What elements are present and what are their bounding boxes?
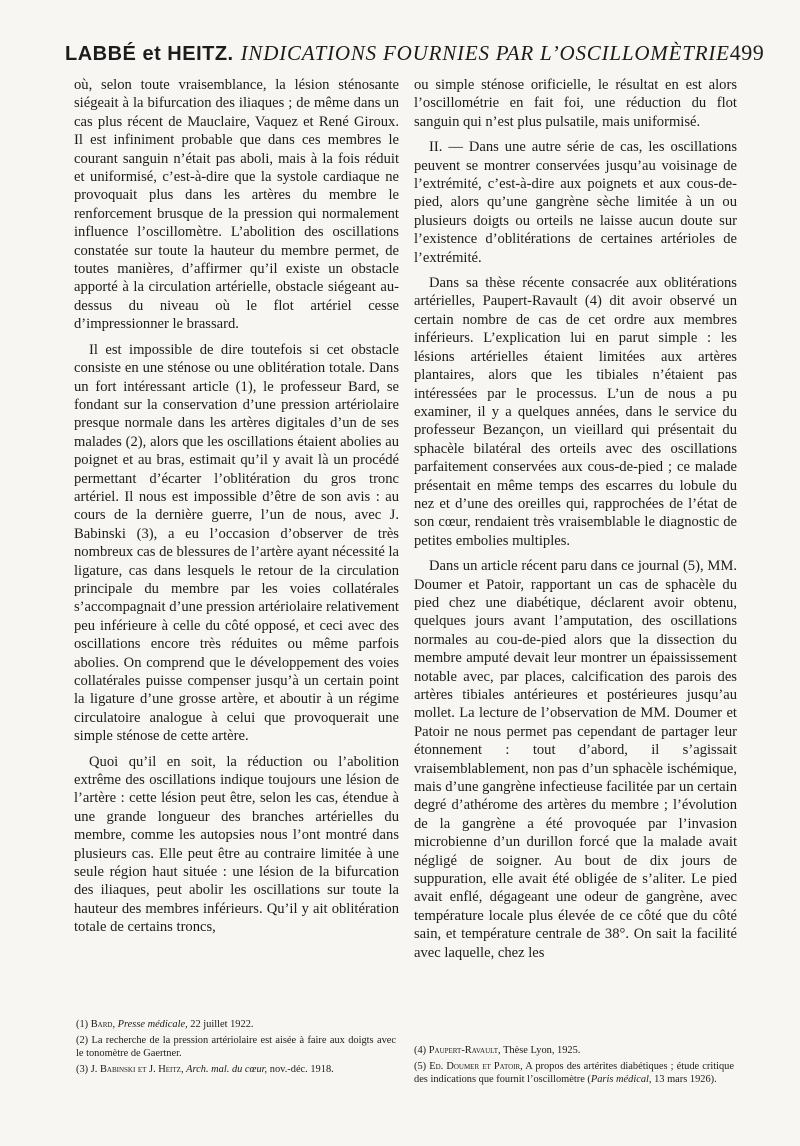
footnote-1-source: Presse médicale,: [117, 1019, 188, 1030]
footnotes-right: [414, 1044, 734, 1089]
left-paragraph-3: Quoi qu’il en soit, la réduction ou l’abolition extrême des oscillations indique toujours une lésion de l’artère : cette lésion peut être, selon les cas, étendue à une grande longueur des branches artérielles du membre, comme les autopsies nous l’ont montré dans plusieurs cas. Elle peut être au contraire limitée à une seule région haut située : une lésion de la bifurcation des iliaques, peut abolir les oscillations sur toute la hauteur des membres inférieurs. Qu’il y ait oblitération totale de certains troncs,: [74, 753, 399, 936]
footnote-5-source: Paris médical,: [590, 1074, 652, 1086]
right-paragraph-3: Dans sa thèse récente consacrée aux oblitérations artérielles, Paupert-Ravault (4) dit avoir observé un certain nombre de cas de cet ordre aux membres inférieurs. L’explication lui en parut simple : les lésions artérielles étaient limitées aux artères plantaires, alors que les tibiales n’étaient pas intéressées par le processus. L’un de nous a pu examiner, il y a quelques années, dans le service du professeur Bezançon, un vieillard qui présentait du sphacèle bilatéral des orteils avec des oscillations parfaitement conservées aux cous-de-pied ; ce malade présentait en même temps des escarres du lobule du nez et d’une des oreilles qui, rapprochées de l’état de son cœur, rendaient très vraisemblable le diagnostic de petites embolies multiples.: [414, 275, 737, 549]
footnote-5: [414, 1060, 734, 1087]
footnote-1-author: Bard,: [90, 1019, 116, 1030]
footnote-1: [76, 1018, 396, 1032]
left-column: [74, 76, 399, 937]
footnote-4-number: (4): [414, 1045, 427, 1056]
footnote-3-number: (3): [76, 1063, 89, 1075]
footnote-5-date: 13 mars 1926).: [654, 1074, 717, 1086]
footnote-4-text: Thèse Lyon, 1925.: [503, 1045, 581, 1056]
page-number: 499: [729, 40, 765, 65]
footnote-5-text: A propos des artérites diabétiques ; étude critique des indications que fournit l’oscillomètre (: [414, 1060, 734, 1086]
footnote-3: [76, 1063, 396, 1077]
footnote-4: [414, 1044, 734, 1058]
footnote-3-source: Arch. mal. du cœur,: [186, 1063, 268, 1075]
footnotes-left: [76, 1018, 396, 1078]
header-authors: LABBÉ et HEITZ.: [65, 43, 234, 65]
right-paragraph-1: ou simple sténose orificielle, le résultat en est alors l’oscillométrie en fait foi, une réduction du flot sanguin qui n’est plus pulsatile, mais uniformisé.: [414, 77, 737, 130]
left-paragraph-2: Il est impossible de dire toutefois si cet obstacle consiste en une sténose ou une oblitération totale. Dans un fort intéressant article (1), le professeur Bard, se fondant sur la conservation d’une pression artériolaire presque normale dans les artères digitales d’un de ses malades (2), alors que les oscillations étaient abolies au poignet et au bras, estimait qu’il y avait là un procédé permettant d’écarter l’oblitération du gros tronc artériel. Il nous est impossible d’être de son avis : au cours de la dernière guerre, l’un de nous, avec J. Babinski (3), a eu l’occasion d’observer de très nombreux cas de blessures de l’artère ayant nécessité la ligature, cas dans lesquels le retour de la circulation principale du membre par les voies collatérales s’accompagnait d’une pression artériolaire relativement peu inférieure à celle du côté opposé, et ceci avec des oscillations encore très réduites ou même parfois abolies. On comprend que le développement des voies collatérales puisse compenser jusqu’à un certain point la ligature d’une grosse artère, et aboutir à un régime circulatoire analogue à celui que provoquerait une simple sténose de cette artère.: [74, 341, 399, 745]
footnote-3-author: J. Babinski et J. Heitz,: [90, 1063, 184, 1075]
footnote-1-date: 22 juillet 1922.: [190, 1019, 254, 1030]
footnote-3-date: nov.-déc. 1918.: [269, 1063, 334, 1075]
footnote-2-text: La recherche de la pression artériolaire est aisée à faire aux doigts avec le tonomètre de Gaertner.: [76, 1034, 396, 1060]
footnote-2: [76, 1034, 396, 1061]
right-column: [414, 76, 737, 962]
header-title: INDICATIONS FOURNIES PAR L’OSCILLOMÈTRIE: [240, 41, 730, 65]
right-paragraph-2: II. — Dans une autre série de cas, les oscillations peuvent se montrer conservées jusqu’au voisinage de l’extrémité, c’est-à-dire aux poignets et aux cous-de-pied, alors qu’une gangrène sèche limitée à un ou plusieurs doigts ou orteils ne laisse aucun doute sur l’existence d’oblitérations de certaines artérioles de l’extrémité.: [414, 139, 737, 266]
footnote-5-author: Ed. Doumer et Patoir,: [429, 1060, 523, 1072]
footnote-5-number: (5): [414, 1060, 427, 1072]
running-header: [65, 40, 765, 68]
footnote-1-number: (1): [76, 1019, 89, 1030]
right-paragraph-4: Dans un article récent paru dans ce journal (5), MM. Doumer et Patoir, rapportant un cas de sphacèle du pied chez une diabétique, déclarent avoir obtenu, quelques jours avant l’amputation, des oscillations normales au cou-de-pied alors que la dissection du membre amputé devait leur montrer un épaississement notable avec, par places, calcification des parois des artères tibiales antérieures et postérieures jusqu’au mollet. La lecture de l’observation de MM. Doumer et Patoir ne nous permet pas cependant de partager leur étonnement : tout d’abord, il s’agissait vraisemblablement, non pas d’un sphacèle ischémique, mais d’une gangrène infectieuse facilitée par un certain degré d’athérome des artères du membre ; l’évolution de la gangrène a été provoquée par l’invasion microbienne d’un durillon forcé que la malade avait négligé de soigner. Au bout de dix jours de suppuration, elle avait été obligée de s’aliter. Le pied avait enflé, dégageant une odeur de gangrène, avec température locale plus élevée de ce côté que du côté sain, et température centrale de 38°. On sait la facilité avec laquelle, chez les: [414, 558, 737, 961]
left-paragraph-1: où, selon toute vraisemblance, la lésion sténosante siégeait à la bifurcation des iliaques ; de même dans un cas plus récent de Mauclaire, Vaquez et René Giroux. Il est infiniment probable que dans ces membres le courant sanguin n’était pas aboli, mais à la fois réduit et uniformisé, c’est-à-dire que la systole cardiaque ne provoquait plus dans les artères du membre le renforcement brusque de la pression qui normalement influence l’oscillomètre. L’abolition des oscillations constatée sur toute la hauteur du membre permet, de toutes manières, d’affirmer qu’il existe un obstacle apporté à la circulation artérielle, obstacle siégeant au-dessus du niveau où le flot artériel cesse d’impressionner le brassard.: [74, 77, 399, 333]
footnote-2-number: (2): [76, 1034, 89, 1046]
footnote-4-author: Paupert-Ravault,: [428, 1045, 501, 1056]
